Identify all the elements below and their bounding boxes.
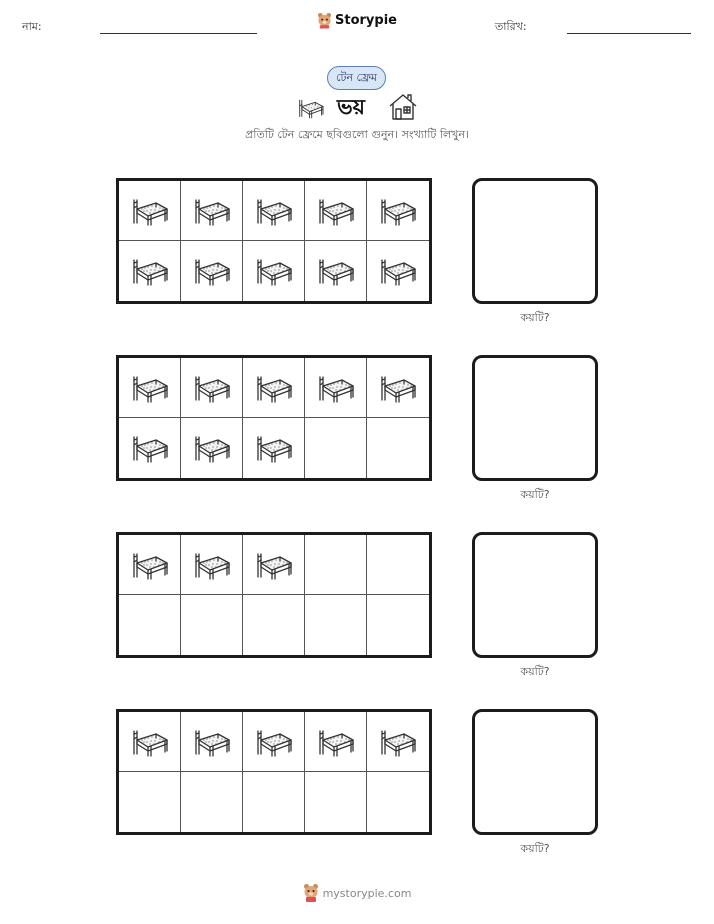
answer-box[interactable] bbox=[472, 709, 598, 835]
bed-icon bbox=[253, 548, 295, 582]
bed-icon bbox=[191, 254, 233, 288]
ten-frame-cell bbox=[243, 535, 305, 595]
bear-logo-icon bbox=[303, 883, 319, 903]
brand-name: Storypie bbox=[335, 13, 397, 28]
ten-frame-badge: টেন ফ্রেম bbox=[327, 66, 386, 90]
ten-frame-cell bbox=[367, 595, 429, 655]
title-word: ভয় bbox=[337, 95, 366, 119]
bed-icon bbox=[315, 254, 357, 288]
bed-icon bbox=[315, 725, 357, 759]
bed-icon bbox=[315, 194, 357, 228]
ten-frame-cell bbox=[119, 712, 181, 772]
ten-frame-cell bbox=[367, 358, 429, 418]
bed-icon bbox=[296, 96, 326, 120]
ten-frame-cell bbox=[243, 418, 305, 478]
ten-frame bbox=[116, 355, 432, 481]
bed-icon bbox=[377, 725, 419, 759]
answer-prompt: কয়টি? bbox=[520, 842, 550, 855]
ten-frame-cell bbox=[243, 595, 305, 655]
ten-frame-cell bbox=[119, 418, 181, 478]
bed-icon bbox=[253, 254, 295, 288]
answer-prompt: কয়টি? bbox=[520, 665, 550, 678]
ten-frame-cell bbox=[119, 358, 181, 418]
ten-frame-cell bbox=[181, 712, 243, 772]
bed-icon bbox=[253, 371, 295, 405]
answer-prompt: কয়টি? bbox=[520, 311, 550, 324]
bed-icon bbox=[191, 725, 233, 759]
ten-frame-cell bbox=[367, 241, 429, 301]
ten-frame-cell bbox=[119, 595, 181, 655]
footer bbox=[0, 883, 714, 903]
ten-frame-cell bbox=[305, 241, 367, 301]
ten-frame-cell bbox=[181, 535, 243, 595]
ten-frame-cell bbox=[243, 241, 305, 301]
ten-frame-cell bbox=[305, 358, 367, 418]
ten-frame-cell bbox=[243, 772, 305, 832]
ten-frame-cell bbox=[243, 181, 305, 241]
bed-icon bbox=[191, 548, 233, 582]
ten-frame bbox=[116, 709, 432, 835]
ten-frame-cell bbox=[181, 241, 243, 301]
ten-frame-cell bbox=[243, 712, 305, 772]
bed-icon bbox=[191, 194, 233, 228]
ten-frame-cell bbox=[367, 535, 429, 595]
answer-box[interactable] bbox=[472, 178, 598, 304]
ten-frame-cell bbox=[119, 772, 181, 832]
ten-frame-cell bbox=[305, 181, 367, 241]
ten-frame-cell bbox=[367, 772, 429, 832]
house-icon bbox=[388, 92, 418, 122]
ten-frame-cell bbox=[119, 181, 181, 241]
bed-icon bbox=[129, 725, 171, 759]
bed-icon bbox=[253, 431, 295, 465]
ten-frame-cell bbox=[367, 418, 429, 478]
footer-url[interactable]: mystorypie.com bbox=[322, 886, 412, 900]
ten-frame-cell bbox=[243, 358, 305, 418]
ten-frame-cell bbox=[119, 535, 181, 595]
ten-frame-cell bbox=[181, 418, 243, 478]
name-label: নাম: bbox=[22, 20, 42, 33]
ten-frame-cell bbox=[305, 418, 367, 478]
bed-icon bbox=[253, 194, 295, 228]
bed-icon bbox=[129, 431, 171, 465]
bed-icon bbox=[377, 371, 419, 405]
ten-frame-cell bbox=[367, 181, 429, 241]
ten-frame-cell bbox=[119, 241, 181, 301]
title-row bbox=[0, 91, 714, 123]
bed-icon bbox=[377, 194, 419, 228]
brand-logo bbox=[0, 12, 714, 29]
ten-frame-cell bbox=[367, 712, 429, 772]
ten-frame bbox=[116, 532, 432, 658]
ten-frame-cell bbox=[305, 535, 367, 595]
bed-icon bbox=[129, 254, 171, 288]
bed-icon bbox=[315, 371, 357, 405]
answer-box[interactable] bbox=[472, 355, 598, 481]
answer-box[interactable] bbox=[472, 532, 598, 658]
ten-frame-cell bbox=[181, 772, 243, 832]
ten-frame-cell bbox=[181, 181, 243, 241]
ten-frame-cell bbox=[305, 772, 367, 832]
bed-icon bbox=[377, 254, 419, 288]
ten-frame-cell bbox=[181, 595, 243, 655]
bed-icon bbox=[191, 371, 233, 405]
date-line[interactable] bbox=[567, 33, 691, 34]
ten-frame bbox=[116, 178, 432, 304]
date-label: তারিখ: bbox=[495, 20, 527, 33]
ten-frame-cell bbox=[305, 595, 367, 655]
bed-icon bbox=[129, 548, 171, 582]
bed-icon bbox=[129, 194, 171, 228]
instructions-text: প্রতিটি টেন ফ্রেমে ছবিগুলো গুনুন। সংখ্যাটি লিখুন। bbox=[245, 128, 469, 141]
name-line[interactable] bbox=[100, 33, 257, 34]
answer-prompt: কয়টি? bbox=[520, 488, 550, 501]
bear-logo-icon bbox=[317, 12, 332, 29]
bed-icon bbox=[191, 431, 233, 465]
bed-icon bbox=[253, 725, 295, 759]
bed-icon bbox=[129, 371, 171, 405]
ten-frame-cell bbox=[305, 712, 367, 772]
ten-frame-cell bbox=[181, 358, 243, 418]
